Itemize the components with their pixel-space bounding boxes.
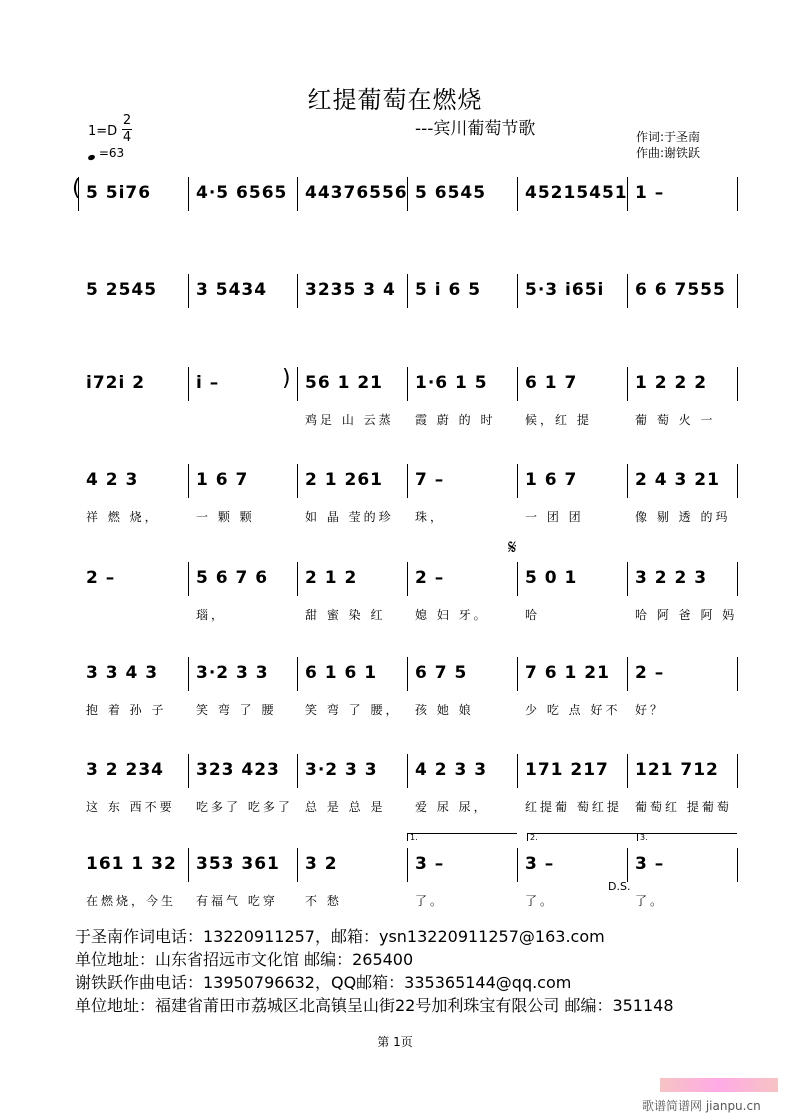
measure-notes: 3 2: [305, 854, 338, 874]
measure-notes: 2 –: [635, 663, 665, 683]
measure-notes: 5·3 i65i: [525, 280, 605, 300]
score-system: [0, 462, 790, 522]
footer-line-4: 单位地址：福建省莆田市荔城区北高镇呈山街22号加利珠宝有限公司 邮编：351148: [75, 996, 674, 1015]
lyric-segment: 像 剔 透 的玛: [635, 510, 731, 524]
segno-sign: 𝄋: [508, 535, 517, 559]
closing-parenthesis: ): [282, 366, 291, 391]
bar-line: [407, 464, 408, 498]
lyric-segment: 鸡足 山 云蒸: [305, 413, 394, 427]
measure-notes: 3 2 2 3: [635, 568, 708, 588]
bar-line: [297, 657, 298, 691]
footer-line-2: 单位地址：山东省招远市文化馆 邮编：265400: [75, 950, 414, 969]
opening-parenthesis: (: [72, 176, 81, 201]
measure-notes: 4 2 3: [86, 470, 139, 490]
bar-line: [188, 754, 189, 788]
time-signature: [122, 114, 132, 145]
bar-line: [517, 464, 518, 498]
bar-line: [517, 657, 518, 691]
bar-line: [188, 367, 189, 401]
measure-notes: 5 2545: [86, 280, 158, 300]
lyric-segment: 一 颗 颗: [196, 510, 255, 524]
measure-notes: i –: [196, 373, 220, 393]
score-system: [0, 272, 790, 332]
measure-notes: 56 1 21: [305, 373, 383, 393]
lyric-segment: 如 晶 莹的珍: [305, 510, 394, 524]
lyric-segment: 祥 燃 烧，: [86, 510, 160, 524]
lyric-segment: 总 是 总 是: [305, 800, 386, 814]
bar-line: [407, 562, 408, 596]
lyric-segment: 哈: [525, 608, 541, 622]
lyric-segment: 一 团 团: [525, 510, 584, 524]
bar-line: [297, 367, 298, 401]
bar-line: [407, 274, 408, 308]
measure-notes: 323 423: [196, 760, 280, 780]
lyric-segment: 这 东 西不要: [86, 800, 175, 814]
volta-bracket: [527, 833, 637, 834]
measure-notes: 3·2 3 3: [305, 760, 378, 780]
measure-notes: 1 6 7: [196, 470, 249, 490]
bar-line: [188, 848, 189, 882]
bar-line: [517, 754, 518, 788]
bar-line: [517, 562, 518, 596]
lyric-segment: 霞 蔚 的 时: [415, 413, 496, 427]
bar-line: [627, 848, 628, 882]
measure-notes: 1 6 7: [525, 470, 578, 490]
score-system: [0, 846, 790, 906]
measure-notes: 1 –: [635, 183, 665, 203]
measure-notes: 1·6 1 5: [415, 373, 488, 393]
lyric-segment: 有福气 吃穿: [196, 894, 278, 908]
score-system: [0, 560, 790, 620]
measure-notes: 6 1 6 1: [305, 663, 378, 683]
volta-label: 3.: [640, 833, 648, 842]
score-system: [0, 752, 790, 812]
page-number: 第 1页: [377, 1035, 413, 1049]
lyric-segment: 笑 弯 了 腰: [196, 703, 277, 717]
measure-notes: 2 –: [86, 568, 116, 588]
bar-line: [737, 848, 738, 882]
measure-notes: 2 1 261: [305, 470, 383, 490]
bar-line: [407, 657, 408, 691]
measure-notes: 6 7 5: [415, 663, 468, 683]
lyric-segment: 葡萄红 提葡萄: [635, 800, 732, 814]
bar-line: [188, 177, 189, 211]
bar-line: [737, 367, 738, 401]
song-title: 红提葡萄在燃烧: [307, 86, 483, 114]
bar-line: [297, 464, 298, 498]
measure-notes: 44376556: [305, 183, 408, 203]
lyric-segment: 在燃烧，今生: [86, 894, 177, 908]
bar-line: [517, 848, 518, 882]
measure-notes: 2 –: [415, 568, 445, 588]
measure-notes: 3 –: [635, 854, 665, 874]
lyric-segment: 了。: [415, 894, 446, 908]
lyric-segment: 了。: [635, 894, 666, 908]
watermark-text: 歌谱简谱网 jianpu.cn: [642, 1099, 761, 1113]
bar-line: [297, 562, 298, 596]
measure-notes: i72i 2: [86, 373, 146, 393]
footer-line-3: 谢铁跃作曲电话：13950796632，QQ邮箱：335365144@qq.com: [75, 973, 572, 992]
measure-notes: 5 6545: [415, 183, 487, 203]
tempo-marking: [88, 146, 124, 160]
bar-line: [627, 562, 628, 596]
bar-line: [737, 562, 738, 596]
bar-line: [737, 274, 738, 308]
lyric-segment: 候，红 提: [525, 413, 592, 427]
measure-notes: 5 i 6 5: [415, 280, 482, 300]
bar-line: [627, 657, 628, 691]
bar-line: [517, 177, 518, 211]
measure-notes: 2 4 3 21: [635, 470, 720, 490]
measure-notes: 7 6 1 21: [525, 663, 610, 683]
lyric-segment: 媳 妇 牙。: [415, 608, 489, 622]
measure-notes: 3235 3 4: [305, 280, 396, 300]
measure-notes: 161 1 32: [86, 854, 177, 874]
measure-notes: 45215451: [525, 183, 628, 203]
measure-notes: 5 0 1: [525, 568, 578, 588]
lyric-segment: 了。: [525, 894, 556, 908]
measure-notes: 6 6 7555: [635, 280, 726, 300]
lyric-segment: 珠，: [415, 510, 446, 524]
bar-line: [188, 464, 189, 498]
lyric-segment: 抱 着 孙 子: [86, 703, 167, 717]
lyric-segment: 哈 阿 爸 阿 妈: [635, 608, 738, 622]
bar-line: [737, 754, 738, 788]
volta-label: 2.: [530, 833, 538, 842]
footer-line-1: 于圣南作词电话：13220911257，邮箱：ysn13220911257@163.com: [75, 927, 605, 946]
measure-notes: 2 1 2: [305, 568, 358, 588]
bar-line: [297, 754, 298, 788]
score-system: [0, 365, 790, 425]
lyric-segment: 不 愁: [305, 894, 342, 908]
volta-tick: [637, 833, 638, 841]
bar-line: [627, 367, 628, 401]
lyric-segment: 甜 蜜 染 红: [305, 608, 386, 622]
bar-line: [737, 464, 738, 498]
measure-notes: 5 6 7 6: [196, 568, 269, 588]
lyric-segment: 吃多了 吃多了: [196, 800, 293, 814]
lyric-segment: 瑙，: [196, 608, 227, 622]
lyric-segment: 笑 弯 了 腰，: [305, 703, 401, 717]
measure-notes: 3 3 4 3: [86, 663, 159, 683]
bar-line: [517, 274, 518, 308]
key-signature: 1=D: [88, 124, 118, 139]
bar-line: [297, 177, 298, 211]
measure-notes: 6 1 7: [525, 373, 578, 393]
bar-line: [737, 657, 738, 691]
volta-bracket: [407, 833, 517, 834]
quarter-note-icon: [87, 154, 95, 161]
measure-notes: 3·2 3 3: [196, 663, 269, 683]
measure-notes: 3 –: [525, 854, 555, 874]
measure-notes: 4·5 6565: [196, 183, 288, 203]
measure-notes: 121 712: [635, 760, 719, 780]
bar-line: [188, 274, 189, 308]
lyric-segment: 孩 她 娘: [415, 703, 474, 717]
bar-line: [627, 464, 628, 498]
bar-line: [407, 848, 408, 882]
measure-notes: 353 361: [196, 854, 280, 874]
measure-notes: 1 2 2 2: [635, 373, 708, 393]
volta-bracket: [637, 833, 737, 834]
bar-line: [737, 177, 738, 211]
bar-line: [627, 754, 628, 788]
measure-notes: 7 –: [415, 470, 445, 490]
measure-notes: 3 2 234: [86, 760, 164, 780]
lyric-segment: 爱 尿 尿，: [415, 800, 489, 814]
score-system: [0, 655, 790, 715]
lyric-segment: 葡 萄 火 一: [635, 413, 716, 427]
volta-tick: [407, 833, 408, 841]
bar-line: [188, 562, 189, 596]
lyricist-credit: 作词:于圣南: [636, 130, 701, 144]
bar-line: [297, 274, 298, 308]
song-subtitle: ---宾川葡萄节歌: [415, 119, 536, 139]
bar-line: [627, 274, 628, 308]
bar-line: [297, 848, 298, 882]
volta-label: 1.: [410, 833, 418, 842]
bar-line: [407, 754, 408, 788]
meter-bottom: 4: [122, 130, 132, 145]
measure-notes: 4 2 3 3: [415, 760, 488, 780]
measure-notes: 5 5i76: [86, 183, 152, 203]
measure-notes: 3 5434: [196, 280, 268, 300]
meter-top: 2: [122, 113, 132, 128]
lyric-segment: 少 吃 点 好不: [525, 703, 621, 717]
score-system: [0, 175, 790, 235]
composer-credit: 作曲:谢铁跃: [636, 146, 701, 160]
lyric-segment: 好？: [635, 703, 666, 717]
bar-line: [188, 657, 189, 691]
volta-tick: [527, 833, 528, 841]
bar-line: [517, 367, 518, 401]
measure-notes: 3 –: [415, 854, 445, 874]
lyric-segment: 红提葡 萄红提: [525, 800, 622, 814]
watermark-logo: [660, 1078, 778, 1092]
dal-segno-marking: D.S.: [608, 880, 631, 893]
measure-notes: 171 217: [525, 760, 609, 780]
tempo-value: =63: [98, 146, 125, 160]
bar-line: [407, 367, 408, 401]
